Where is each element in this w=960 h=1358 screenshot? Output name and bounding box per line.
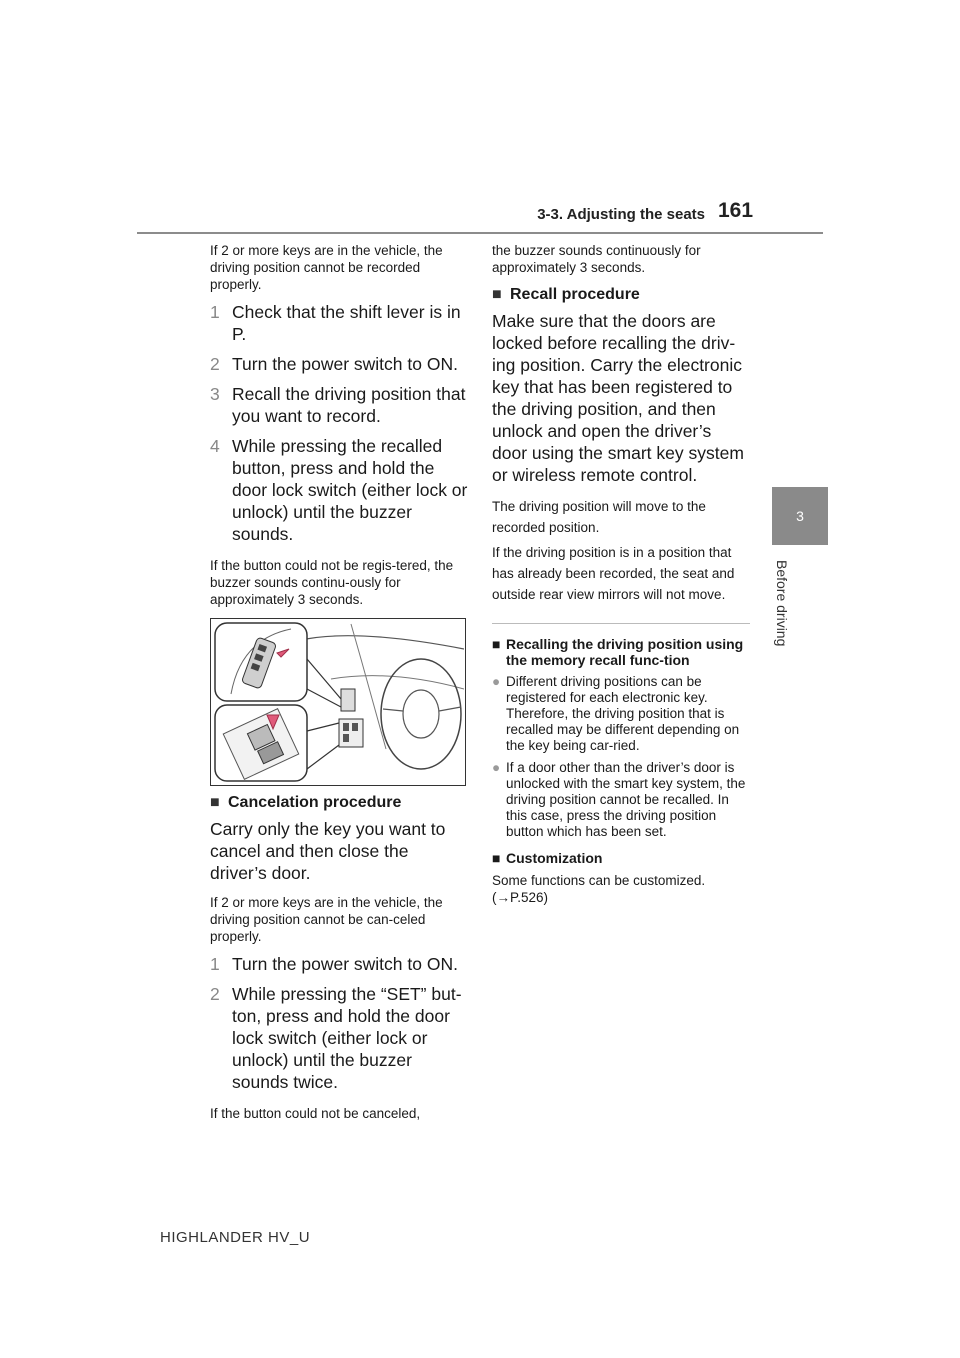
page-number: 161 <box>718 199 754 222</box>
note-no-move: If the driving position is in a position that has already been recorded, the seat and outside rear view mirrors will not move. <box>492 545 735 602</box>
note-keys-record: If 2 or more keys are in the vehicle, the driving position cannot be recorded properly. <box>210 243 443 292</box>
section-divider <box>492 623 750 624</box>
bullet-icon: ● <box>492 760 501 775</box>
model-footer: HIGHLANDER HV_U <box>160 1229 311 1246</box>
recall-function-heading: ■ Recalling the driving position using the memory recall func-tion <box>492 636 744 668</box>
memory-switch-illustration <box>210 618 466 786</box>
right-column <box>492 242 750 906</box>
customization-heading: ■ Customization <box>492 850 603 866</box>
chapter-label: Before driving <box>774 560 790 647</box>
car-interior-drawing <box>211 619 464 784</box>
step-item: 2 Turn the power switch to ON. <box>210 354 458 374</box>
note-cancel-fail: If the button could not be canceled, <box>210 1106 421 1121</box>
section-title: 3-3. Adjusting the seats <box>537 206 705 223</box>
square-icon: ■ <box>492 636 501 652</box>
step-item: 3 Recall the driving position that you want to record. <box>210 384 466 426</box>
list-item: ● If a door other than the driver’s door is unlocked with the smart key system, the driving position cannot be recalled. In this case, press the driving position button which has been set. <box>492 760 746 839</box>
recall-heading: ■ Recall procedure <box>492 286 640 303</box>
step-item: 1 Turn the power switch to ON. <box>210 954 458 974</box>
square-icon: ■ <box>492 286 502 303</box>
list-item: ● Different driving positions can be registered for each electronic key. Therefore, the driving position that is recalled may be different depending on the key being car-ried. <box>492 674 740 753</box>
step-item: 1 Check that the shift lever is in P. <box>210 302 461 344</box>
bullet-icon: ● <box>492 674 501 689</box>
chapter-tab: 3 <box>772 487 828 545</box>
note-move: The driving position will move to the recorded position. <box>492 499 706 535</box>
step-item: 2 While pressing the “SET” but-ton, press and hold the door lock switch (either lock or unlock) until the buzzer sounds twice. <box>210 984 462 1092</box>
square-icon: ■ <box>492 850 501 866</box>
note-keys-cancel: If 2 or more keys are in the vehicle, the driving position cannot be can-celed properly. <box>210 895 443 944</box>
square-icon: ■ <box>210 794 220 811</box>
recall-body: Make sure that the doors are locked before recalling the driv-ing position. Carry the electronic key that has been registered to the driving position, and then unlock and open the driver’s door using the smart key system or wireless remote control. <box>492 311 744 485</box>
cancel-heading: ■ Cancelation procedure <box>210 794 402 811</box>
left-column <box>210 242 468 1122</box>
note-buzzer: If the button could not be regis-tered, the buzzer sounds continu-ously for approximately 3 seconds. <box>210 558 454 607</box>
cancel-body: Carry only the key you want to cancel and then close the driver’s door. <box>210 819 446 883</box>
header-rule <box>137 232 823 234</box>
customization-text: Some functions can be customized. (→P.526) <box>492 873 706 905</box>
note-continued: the buzzer sounds continuously for approximately 3 seconds. <box>492 243 701 275</box>
step-item: 4 While pressing the recalled button, press and hold the door lock switch (either lock or unlock) until the buzzer sounds. <box>210 436 468 544</box>
